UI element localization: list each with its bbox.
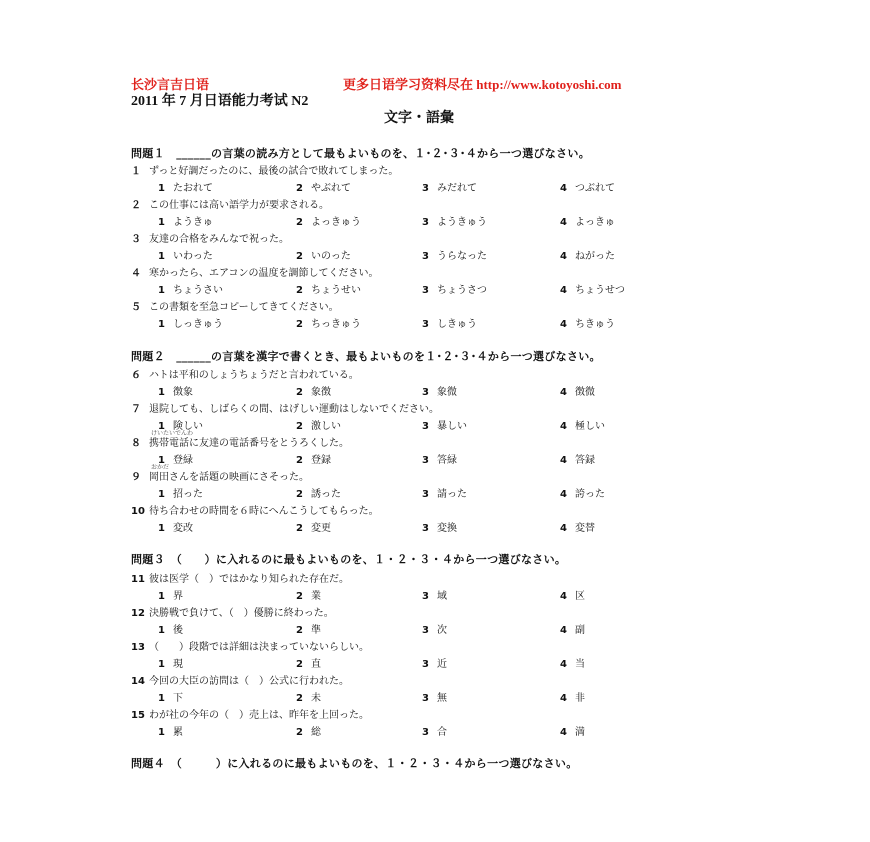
answer-option[interactable] [560,519,595,534]
question-row [131,638,369,653]
answer-option[interactable] [422,689,447,704]
option-text: ちきゅう [574,319,615,330]
option-number: 3 [422,659,429,670]
option-text: しっきゅう [172,319,223,330]
option-row [0,213,870,227]
answer-option[interactable] [296,451,331,466]
answer-option[interactable] [158,315,223,330]
question-row [131,604,334,619]
option-text: 答録 [574,455,595,466]
option-number: 2 [296,217,303,228]
answer-option[interactable] [296,621,321,636]
option-row [0,281,870,295]
question-number: 11 [131,574,145,585]
question-number: １ [131,166,141,177]
question-number: 10 [131,506,145,517]
option-number: 1 [158,659,165,670]
answer-option[interactable] [560,655,585,670]
question-text: ハトは平和のしょうちょうだと言われている。 [149,370,359,381]
question-text: 待ち合わせの時間を６時にへんこうしてもらった。 [149,506,379,517]
option-text: 合 [436,727,447,738]
answer-option[interactable] [296,519,331,534]
option-number: 1 [158,727,165,738]
question-row [131,400,439,415]
option-text: 非 [574,693,585,704]
option-number: 4 [560,285,567,296]
option-number: 3 [422,217,429,228]
option-number: 1 [158,455,165,466]
answer-option[interactable] [296,485,341,500]
answer-option[interactable] [422,383,457,398]
ruby-reading-q9: おかだ [151,464,170,471]
option-number: 4 [560,387,567,398]
question-number: 12 [131,608,145,619]
answer-option[interactable] [158,723,183,738]
option-text: ちょうせつ [574,285,625,296]
question-text: わが社の今年の（ ）売上は、昨年を上回った。 [149,710,369,721]
option-text: 後 [172,625,183,636]
answer-option[interactable] [296,689,321,704]
answer-option[interactable] [296,383,331,398]
option-text: 徴微 [574,387,595,398]
option-number: 2 [296,489,303,500]
answer-option[interactable] [422,621,447,636]
option-text: 変改 [172,523,193,534]
option-number: 3 [422,319,429,330]
question-number: 14 [131,676,145,687]
option-number: 2 [296,591,303,602]
option-number: 2 [296,183,303,194]
option-row [0,655,870,669]
option-number: 4 [560,319,567,330]
question-row [131,366,359,381]
ruby-reading-q8: けいたいでんわ [151,430,194,437]
answer-option[interactable] [158,213,213,228]
question-text: 寒かったら、エアコンの温度を調節してください。 [149,268,379,279]
question-text: 決勝戦で負けて、（ ）優勝に終わった。 [149,608,334,619]
answer-option[interactable] [296,723,321,738]
option-text: 下 [172,693,183,704]
option-number: 3 [422,489,429,500]
option-text: 象微 [436,387,457,398]
option-text: 誘った [310,489,341,500]
question-row [131,570,349,585]
answer-option[interactable] [560,213,615,228]
question-text: この仕事には高い語学力が要求される。 [149,200,329,211]
option-row [0,451,870,465]
option-number: 2 [296,727,303,738]
option-text: 変替 [574,523,595,534]
option-number: 2 [296,421,303,432]
question-number: ６ [131,370,141,381]
option-number: 2 [296,523,303,534]
option-number: 2 [296,285,303,296]
option-number: 4 [560,489,567,500]
option-text: 総 [310,727,321,738]
answer-option[interactable] [296,213,361,228]
option-number: 4 [560,523,567,534]
question-number: ５ [131,302,141,313]
option-row [0,723,870,737]
option-number: 4 [560,659,567,670]
question-text: 友達の合格をみんなで祝った。 [149,234,289,245]
option-text: 域 [436,591,447,602]
answer-option[interactable] [422,179,477,194]
answer-option[interactable] [560,383,595,398]
option-row [0,315,870,329]
option-text: 近 [436,659,447,670]
option-number: 1 [158,625,165,636]
option-text: 暴しい [436,421,467,432]
answer-option[interactable] [422,213,487,228]
question-text: （ ）段階では詳細は決まっていないらしい。 [149,642,369,653]
answer-option[interactable] [158,621,183,636]
option-text: 副 [574,625,585,636]
option-text: 累 [172,727,183,738]
option-row [0,417,870,431]
option-text: いのった [310,251,351,262]
answer-option[interactable] [560,315,615,330]
question-row [131,298,339,313]
option-number: 3 [422,285,429,296]
option-text: よっきゅう [310,217,361,228]
option-text: 現 [172,659,183,670]
option-number: 4 [560,251,567,262]
option-text: 険しい [172,421,203,432]
answer-option[interactable] [158,247,213,262]
option-number: 4 [560,693,567,704]
answer-option[interactable] [296,587,321,602]
option-text: 誇った [574,489,605,500]
answer-option[interactable] [158,179,213,194]
question-row [131,502,379,517]
exam-title: 2011 年 7 月日语能力考试 N2 [131,94,309,109]
question-number: ２ [131,200,141,211]
option-number: 2 [296,319,303,330]
option-text: つぶれて [574,183,615,194]
answer-option[interactable] [560,587,585,602]
option-text: 界 [172,591,183,602]
option-text: 準 [310,625,321,636]
answer-option[interactable] [158,281,223,296]
option-text: 極しい [574,421,605,432]
answer-option[interactable] [560,451,595,466]
answer-option[interactable] [560,689,585,704]
option-text: 変更 [310,523,331,534]
option-number: 4 [560,183,567,194]
option-number: 1 [158,251,165,262]
option-text: 招った [172,489,203,500]
option-number: 1 [158,217,165,228]
question-text: ずっと好調だったのに、最後の試合で敗れてしまった。 [149,166,399,177]
option-number: 3 [422,387,429,398]
option-number: 4 [560,591,567,602]
question-row [131,672,349,687]
option-text: 象徴 [310,387,331,398]
question-number: ３ [131,234,141,245]
option-text: やぶれて [310,183,351,194]
answer-option[interactable] [422,451,457,466]
option-text: うらなった [436,251,487,262]
option-number: 1 [158,421,165,432]
option-row [0,621,870,635]
option-text: 業 [310,591,321,602]
answer-option[interactable] [296,179,351,194]
answer-option[interactable] [158,689,183,704]
option-number: 3 [422,421,429,432]
answer-option[interactable] [158,655,183,670]
answer-option[interactable] [158,587,183,602]
section-title: 問題４ （ ）に入れるのに最もよいものを、１・２・３・４から一つ選びなさい。 [131,757,578,770]
section-title: 問題１ ______の言葉の読み方として最もよいものを、１･２･３･４から一つ選びなさい。 [131,147,590,160]
option-text: たおれて [172,183,213,194]
question-number: 13 [131,642,145,653]
option-number: 3 [422,251,429,262]
answer-option[interactable] [422,519,457,534]
answer-option[interactable] [296,655,321,670]
option-row [0,587,870,601]
option-number: 2 [296,455,303,466]
answer-option[interactable] [158,485,203,500]
answer-option[interactable] [422,247,487,262]
option-number: 1 [158,183,165,194]
answer-option[interactable] [158,519,193,534]
option-row [0,247,870,261]
option-row [0,485,870,499]
answer-option[interactable] [422,485,467,500]
option-number: 4 [560,625,567,636]
option-number: 3 [422,625,429,636]
option-number: 1 [158,319,165,330]
answer-option[interactable] [560,417,605,432]
option-text: 登録 [310,455,331,466]
answer-option[interactable] [422,281,487,296]
answer-option[interactable] [422,723,447,738]
subject-title: 文字・語彙 [384,111,454,126]
question-row [131,230,289,245]
question-number: 15 [131,710,145,721]
site-name: 长沙言吉日语 [131,77,210,92]
question-text: 携帯電話に友達の電話番号をとうろくした。 [149,438,349,449]
option-number: 1 [158,387,165,398]
question-text: 彼は医学（ ）ではかなり知られた存在だ。 [149,574,349,585]
option-number: 3 [422,727,429,738]
option-text: しきゅう [436,319,477,330]
question-number: ９ [131,472,141,483]
option-row [0,689,870,703]
option-text: ちょうさい [172,285,223,296]
question-row [131,706,369,721]
option-text: みだれて [436,183,477,194]
site-link[interactable]: 更多日语学习资料尽在 http://www.kotoyoshi.com [343,77,622,92]
option-text: 無 [436,693,447,704]
answer-option[interactable] [560,281,625,296]
option-text: 請った [436,489,467,500]
section-title: 問題３ （ ）に入れるのに最もよいものを、１・２・３・４から一つ選びなさい。 [131,553,567,566]
answer-option[interactable] [560,621,585,636]
option-number: 4 [560,455,567,466]
option-row [0,383,870,397]
question-text: この書類を至急コピーしてきてください。 [149,302,339,313]
option-number: 2 [296,251,303,262]
option-number: 3 [422,523,429,534]
option-number: 1 [158,591,165,602]
option-text: 当 [574,659,585,670]
option-number: 1 [158,693,165,704]
answer-option[interactable] [158,383,193,398]
option-text: ちょうさつ [436,285,487,296]
option-text: いわった [172,251,213,262]
question-row [131,196,329,211]
option-text: 激しい [310,421,341,432]
option-number: 4 [560,421,567,432]
section-title: 問題２ ______の言葉を漢字で書くとき、最もよいものを１･２･３･４から一つ選びなさい。 [131,350,601,363]
option-text: よっきゅ [574,217,615,228]
option-number: 3 [422,455,429,466]
option-number: 4 [560,727,567,738]
answer-option[interactable] [296,417,341,432]
option-text: ようきゅう [436,217,487,228]
option-text: 区 [574,591,585,602]
answer-option[interactable] [422,655,447,670]
question-row [131,162,398,177]
answer-option[interactable] [560,247,615,262]
answer-option[interactable] [296,315,361,330]
option-text: 徴象 [172,387,193,398]
option-number: 1 [158,489,165,500]
question-text: 岡田さんを話題の映画にさそった。 [149,472,309,483]
answer-option[interactable] [560,485,605,500]
option-text: 満 [574,727,585,738]
question-number: ４ [131,268,141,279]
question-text: 今回の大臣の訪問は（ ）公式に行われた。 [149,676,349,687]
option-text: ちょうせい [310,285,361,296]
answer-option[interactable] [422,587,447,602]
option-text: 答緑 [436,455,457,466]
option-number: 4 [560,217,567,228]
option-number: 3 [422,693,429,704]
option-text: 未 [310,693,321,704]
option-row [0,519,870,533]
question-number: ８ [131,438,141,449]
answer-option[interactable] [560,179,615,194]
answer-option[interactable] [296,281,361,296]
option-number: 2 [296,693,303,704]
option-number: 3 [422,591,429,602]
answer-option[interactable] [296,247,351,262]
option-number: 2 [296,387,303,398]
answer-option[interactable] [422,315,477,330]
answer-option[interactable] [560,723,585,738]
option-text: 次 [436,625,447,636]
option-row [0,179,870,193]
option-number: 1 [158,285,165,296]
option-number: 2 [296,659,303,670]
option-text: ねがった [574,251,615,262]
question-text: 退院しても、しばらくの間、はげしい運動はしないでください。 [149,404,439,415]
option-text: 直 [310,659,321,670]
option-text: ちっきゅう [310,319,361,330]
option-text: ようきゅ [172,217,213,228]
option-text: 登緑 [172,455,193,466]
option-number: 1 [158,523,165,534]
question-row [131,264,379,279]
option-number: 3 [422,183,429,194]
option-text: 変換 [436,523,457,534]
option-number: 2 [296,625,303,636]
answer-option[interactable] [422,417,467,432]
question-number: ７ [131,404,141,415]
